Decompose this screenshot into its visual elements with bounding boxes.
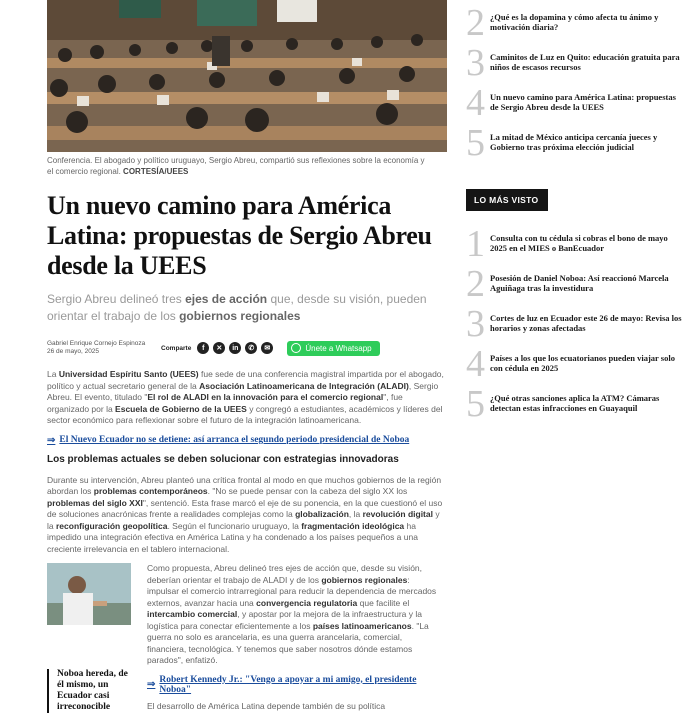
most-viewed-header: LO MÁS VISTO: [466, 189, 548, 211]
rank-number: 2: [466, 2, 485, 44]
arrow-right-icon: ⇒: [47, 434, 56, 446]
list-item-title[interactable]: Un nuevo camino para América Latina: propuestas de Sergio Abreu desde la UEES: [490, 92, 676, 112]
paragraph-3: Como propuesta, Abreu delineó tres ejes de acción que, desde su visión, deberían orientar el trabajo de ALADI y de los gobiernos regionales: impulsar el comercio intrarregional para reducir la dependencia de mercados externos, avanzar hacia una convergencia regulatoria que facilite el intercambio comercial, y apostar por la mejora de la infraestructura y la logística para conectar eficientemente a los países latinoamericanos. "La guerra no solo es arancelaria, es una guerra arancelaria, comercial, financiera, tecnológica. Y tenemos que saber nosotros dónde estamos parados", enfatizó.: [147, 563, 437, 665]
facebook-icon[interactable]: f: [197, 342, 209, 354]
article-column: [47, 0, 447, 713]
hero-photo: [47, 0, 447, 152]
join-whatsapp-button[interactable]: Únete a Whatsapp: [287, 341, 379, 356]
rank-number: 3: [466, 303, 485, 345]
rank-number: 3: [466, 42, 485, 84]
list-item-title[interactable]: La mitad de México anticipa cercanía jueces y Gobierno tras próxima elección judicial: [490, 132, 658, 152]
list-item-title[interactable]: Caminitos de Luz en Quito: educación gratuita para niños de escasos recursos: [490, 52, 680, 72]
paragraph-4: El desarrollo de América Latina depende también de su política: [147, 700, 386, 711]
article-headline: Un nuevo camino para América Latina: propuestas de Sergio Abreu desde la UEES: [47, 191, 432, 280]
list-item[interactable]: [466, 124, 686, 164]
byline: [47, 340, 155, 356]
list-item-title[interactable]: ¿Qué es la dopamina y cómo afecta tu ánimo y motivación diaria?: [490, 12, 659, 32]
share-label: Comparte: [161, 344, 192, 352]
article-split: [47, 563, 447, 713]
rank-number: 2: [466, 263, 485, 305]
sidebar: [466, 0, 686, 425]
list-item-title[interactable]: Posesión de Daniel Noboa: Así reaccionó Marcela Aguiñaga tras la investidura: [490, 273, 669, 293]
x-icon[interactable]: ✕: [213, 342, 225, 354]
top-list: [466, 4, 686, 164]
rank-number: 5: [466, 122, 485, 164]
rank-number: 1: [466, 223, 485, 265]
list-item-title[interactable]: Cortes de luz en Ecuador este 26 de mayo: Revisa los horarios y zonas afectadas: [490, 313, 682, 333]
author-name[interactable]: Gabriel Enrique Cornejo Espinoza: [47, 340, 146, 347]
share-bar: [161, 342, 273, 354]
list-item[interactable]: [466, 4, 686, 44]
section-heading: Los problemas actuales se deben solucionar con estrategias innovadoras: [47, 453, 399, 465]
paragraph-2: Durante su intervención, Abreu planteó una crítica frontal al modo en que muchos gobiernos de la región abordan los problemas contemporáneos. "No se puede pensar con la cabeza del siglo XX los problemas del siglo XXI", sentenció. Esta frase marcó el eje de su ponencia, en la que cuestionó el uso de soluciones anacrónicas frente a realidades complejas como la globalización, la revolución digital y la reconfiguración geopolítica. Según el funcionario uruguayo, la fragmentación ideológica ha impedido una integración efectiva en América Latina y ha condenado a los países pequeños a una creciente irrelevancia en el tablero internacional.: [47, 474, 443, 554]
list-item[interactable]: [466, 44, 686, 84]
paragraph-1: La Universidad Espíritu Santo (UEES) fue sede de una conferencia magistral impartida por el abogado, político y actual secretario general de la Asociación Latinoamericana de Integración (ALADI), Sergio Abreu. El evento, titulado "El rol de ALADI en la innovación para el comercio regional", fue organizado por la Escuela de Gobierno de la UEES y congregó a estudiantes, académicos y líderes del sector económico para reflexionar sobre el futuro de la integración latinoamericana.: [47, 369, 444, 425]
related-link-2[interactable]: ⇒ Robert Kennedy Jr.: "Vengo a apoyar a mi amigo, el presidente Noboa": [147, 674, 417, 695]
article-meta: [47, 337, 447, 359]
list-item-title[interactable]: ¿Qué otras sanciones aplica la ATM? Cámaras detectan estas infracciones en Guayaquil: [490, 393, 660, 413]
photo-caption: Conferencia. El abogado y político uruguayo, Sergio Abreu, compartió sus reflexiones sobre la economía y el comercio regional. CORTESÍA/UEES: [47, 156, 425, 176]
rank-number: 4: [466, 343, 485, 385]
whatsapp-logo-icon: [291, 343, 301, 353]
side-story-thumbnail[interactable]: [47, 563, 131, 625]
list-item[interactable]: [466, 385, 686, 425]
rank-number: 4: [466, 82, 485, 124]
side-story[interactable]: [47, 563, 139, 713]
email-icon[interactable]: ✉: [261, 342, 273, 354]
side-story-title[interactable]: Noboa hereda, de él mismo, un Ecuador casi irreconocible: [47, 669, 135, 713]
rank-number: 5: [466, 383, 485, 425]
linkedin-icon[interactable]: in: [229, 342, 241, 354]
list-item-title[interactable]: Consulta con tu cédula si cobras el bono de mayo 2025 en el MIES o BanEcuador: [490, 233, 668, 253]
list-item[interactable]: [466, 345, 686, 385]
split-body: [147, 563, 447, 713]
article-subhead: Sergio Abreu delineó tres ejes de acción que, desde su visión, pueden orientar el trabajo de los gobiernos regionales: [47, 292, 427, 323]
list-item[interactable]: [466, 305, 686, 345]
most-viewed-list: [466, 225, 686, 425]
list-item-title[interactable]: Países a los que los ecuatorianos pueden viajar solo con cédula en 2025: [490, 353, 675, 373]
publish-date: 26 de mayo, 2025: [47, 348, 100, 355]
list-item[interactable]: [466, 84, 686, 124]
whatsapp-icon[interactable]: ✆: [245, 342, 257, 354]
photo-credit: CORTESÍA/UEES: [123, 167, 189, 176]
list-item[interactable]: [466, 225, 686, 265]
list-item[interactable]: [466, 265, 686, 305]
related-link-1[interactable]: ⇒ El Nuevo Ecuador no se detiene: así arranca el segundo periodo presidencial de Noboa: [47, 434, 410, 446]
arrow-right-icon: ⇒: [147, 679, 156, 690]
